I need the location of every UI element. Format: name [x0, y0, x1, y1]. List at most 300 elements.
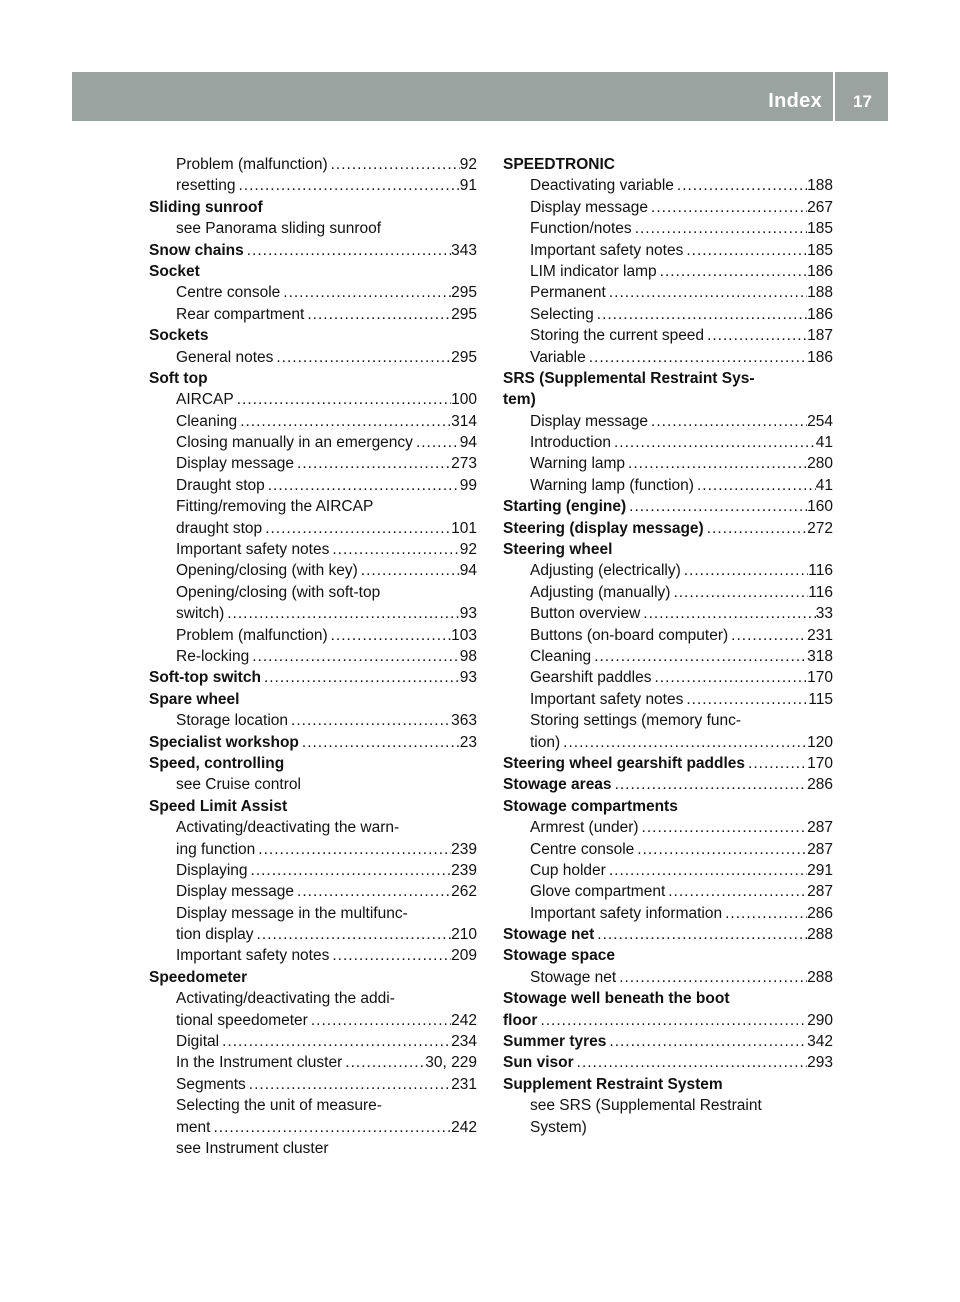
index-entry	[149, 1095, 477, 1116]
entry-text: Segments	[176, 1075, 246, 1093]
page-ref: 92	[459, 541, 477, 559]
entry-text: Adjusting (manually)	[530, 583, 671, 601]
entry-text: Rear compartment	[176, 305, 305, 323]
index-entry	[503, 903, 833, 924]
entry-text: Socket	[149, 262, 200, 280]
leader-dots	[262, 518, 451, 539]
leader-dots	[634, 839, 807, 860]
leader-dots	[235, 175, 459, 196]
page-ref: 291	[807, 861, 833, 879]
page-ref: 94	[459, 562, 477, 580]
leader-dots	[328, 625, 452, 646]
entry-text: Specialist workshop	[149, 733, 299, 751]
entry-text: Warning lamp (function)	[530, 476, 694, 494]
index-entry	[503, 197, 833, 218]
leader-dots	[261, 667, 460, 688]
entry-text: Steering wheel gearshift paddles	[503, 754, 746, 772]
index-entry	[503, 325, 833, 346]
leader-dots	[255, 839, 451, 860]
index-column-left	[149, 154, 477, 1159]
leader-dots	[670, 582, 808, 603]
leader-dots	[594, 304, 807, 325]
index-heading	[503, 988, 833, 1009]
index-entry	[149, 389, 477, 410]
entry-text: Speedometer	[149, 968, 248, 986]
leader-dots	[224, 603, 460, 624]
leader-dots	[683, 240, 807, 261]
entry-text: Summer tyres	[503, 1033, 607, 1051]
entry-text: Steering (display message)	[503, 519, 704, 537]
entry-text: tion display	[176, 926, 254, 944]
entry-text: tional speedometer	[176, 1011, 308, 1029]
entry-text: Speed Limit Assist	[149, 797, 288, 815]
page-ref: 185	[807, 220, 833, 238]
page-ref: 293	[807, 1054, 833, 1072]
leader-dots	[639, 817, 808, 838]
index-heading	[149, 667, 477, 688]
index-entry	[503, 582, 833, 603]
section-title: Index	[768, 90, 822, 112]
page-ref: 41	[815, 476, 833, 494]
entry-text: Important safety notes	[530, 690, 684, 708]
leader-dots	[288, 710, 451, 731]
entry-text: Important safety information	[530, 904, 723, 922]
entry-text: Spare wheel	[149, 690, 240, 708]
index-entry	[503, 432, 833, 453]
index-heading	[149, 753, 477, 774]
index-heading	[503, 1031, 833, 1052]
entry-text: Soft top	[149, 369, 208, 387]
entry-text: see Panorama sliding sunroof	[176, 220, 382, 238]
leader-dots	[265, 475, 460, 496]
index-entry	[149, 710, 477, 731]
entry-text: Warning lamp	[530, 455, 626, 473]
index-column-right	[503, 154, 833, 1138]
leader-dots	[728, 625, 807, 646]
index-entry	[503, 646, 833, 667]
index-entry	[149, 903, 477, 924]
entry-text: SPEEDTRONIC	[503, 156, 615, 173]
index-entry	[503, 667, 833, 688]
leader-dots	[304, 304, 451, 325]
entry-text: Soft-top switch	[149, 669, 261, 687]
entry-text: Important safety notes	[176, 541, 330, 559]
entry-text: floor	[503, 1011, 538, 1029]
entry-text: Supplement Restraint System	[503, 1075, 723, 1093]
leader-dots	[308, 1010, 451, 1031]
index-entry	[503, 1117, 833, 1138]
leader-dots	[632, 218, 807, 239]
page-ref: 92	[459, 156, 477, 173]
entry-text: resetting	[176, 177, 236, 195]
leader-dots	[625, 453, 807, 474]
index-heading	[149, 261, 477, 282]
page-ref: 288	[807, 926, 833, 944]
index-heading	[149, 197, 477, 218]
leader-dots	[273, 347, 451, 368]
page-ref: 170	[807, 754, 833, 772]
entry-text: tion)	[530, 733, 561, 751]
entry-text: Storing the current speed	[530, 327, 705, 345]
index-heading	[149, 240, 477, 261]
leader-dots	[254, 924, 452, 945]
leader-dots	[329, 945, 451, 966]
index-entry	[149, 839, 477, 860]
index-entry	[503, 967, 833, 988]
leader-dots	[606, 1031, 807, 1052]
leader-dots	[586, 347, 807, 368]
page-ref: 101	[451, 519, 477, 537]
page-ref: 267	[807, 198, 833, 216]
index-entry	[503, 560, 833, 581]
entry-text: Display message	[176, 455, 295, 473]
leader-dots	[244, 240, 451, 261]
page-ref: 314	[451, 412, 477, 430]
index-entry	[149, 1117, 477, 1138]
entry-text: Variable	[530, 348, 586, 366]
entry-text: General notes	[176, 348, 274, 366]
index-heading	[503, 1052, 833, 1073]
page-ref: 93	[459, 605, 477, 623]
index-heading	[149, 967, 477, 988]
index-entry	[149, 1031, 477, 1052]
leader-dots	[294, 881, 451, 902]
page-ref: 363	[451, 712, 477, 730]
entry-text: Sockets	[149, 327, 209, 345]
index-entry	[149, 1074, 477, 1095]
page-ref: 188	[807, 177, 833, 195]
page-ref: 262	[451, 883, 477, 901]
leader-dots	[342, 1052, 425, 1073]
entry-text: Adjusting (electrically)	[530, 562, 681, 580]
leader-dots	[234, 389, 451, 410]
index-entry	[503, 218, 833, 239]
entry-text: draught stop	[176, 519, 263, 537]
entry-text: see SRS (Supplemental Restraint	[530, 1097, 762, 1115]
index-entry	[149, 625, 477, 646]
page-ref: 170	[807, 669, 833, 687]
page-ref: 231	[451, 1075, 477, 1093]
entry-text: Stowage well beneath the boot	[503, 990, 730, 1008]
index-entry	[149, 1052, 477, 1073]
page-ref: 280	[807, 455, 833, 473]
index-entry	[503, 689, 833, 710]
entry-text: Armrest (under)	[530, 819, 639, 837]
page-ref: 290	[807, 1011, 833, 1029]
entry-text: Opening/closing (with soft-top	[176, 583, 381, 601]
entry-text: Problem (malfunction)	[176, 156, 328, 173]
entry-text: Stowage areas	[503, 776, 612, 794]
entry-text: System)	[530, 1118, 587, 1136]
index-entry	[149, 945, 477, 966]
page-ref: 286	[807, 776, 833, 794]
page-ref: 100	[451, 391, 477, 409]
page-ref: 273	[451, 455, 477, 473]
leader-dots	[294, 453, 451, 474]
leader-dots	[694, 475, 816, 496]
entry-text: see Instrument cluster	[176, 1139, 329, 1157]
index-heading	[503, 518, 833, 539]
leader-dots	[704, 325, 807, 346]
entry-text: Sliding sunroof	[149, 198, 263, 216]
index-heading	[503, 753, 833, 774]
leader-dots	[591, 646, 807, 667]
page-ref: 116	[808, 562, 833, 580]
index-entry	[149, 304, 477, 325]
index-heading	[503, 774, 833, 795]
leader-dots	[210, 1117, 451, 1138]
page-ref: 287	[807, 883, 833, 901]
page-ref: 160	[807, 498, 833, 516]
entry-text: Important safety notes	[176, 947, 330, 965]
page-ref: 186	[807, 348, 833, 366]
index-heading	[149, 732, 477, 753]
page-ref: 242	[451, 1118, 477, 1136]
entry-text: Cup holder	[530, 861, 606, 879]
entry-text: Function/notes	[530, 220, 632, 238]
entry-text: Snow chains	[149, 241, 244, 259]
index-entry	[149, 175, 477, 196]
index-entry	[149, 988, 477, 1009]
entry-text: Stowage net	[530, 968, 617, 986]
index-entry	[149, 603, 477, 624]
index-entry	[149, 496, 477, 517]
page-ref: 318	[807, 647, 833, 665]
index-heading	[149, 325, 477, 346]
entry-text: Stowage space	[503, 947, 615, 965]
entry-text: Important safety notes	[530, 241, 684, 259]
leader-dots	[704, 518, 807, 539]
entry-text: SRS (Supplemental Restraint Sys-	[503, 369, 755, 387]
index-entry	[503, 453, 833, 474]
page-ref: 239	[451, 861, 477, 879]
leader-dots	[626, 496, 807, 517]
entry-text: Displaying	[176, 861, 248, 879]
leader-dots	[299, 732, 460, 753]
entry-text: Sun visor	[503, 1054, 574, 1072]
index-heading	[503, 368, 833, 389]
leader-dots	[537, 1010, 807, 1031]
index-entry	[503, 304, 833, 325]
index-entry	[149, 817, 477, 838]
entry-text: see Cruise control	[176, 776, 301, 794]
index-entry	[149, 646, 477, 667]
index-entry	[503, 817, 833, 838]
index-entry	[149, 475, 477, 496]
entry-text: Display message	[530, 412, 649, 430]
leader-dots	[665, 881, 807, 902]
index-entry	[149, 560, 477, 581]
index-heading	[503, 924, 833, 945]
index-entry	[503, 240, 833, 261]
index-entry	[503, 1095, 833, 1116]
entry-text: Re-locking	[176, 647, 250, 665]
page-number: 17	[853, 92, 872, 111]
page-ref: 239	[451, 840, 477, 858]
index-entry	[503, 732, 833, 753]
leader-dots	[674, 175, 807, 196]
page-ref: 295	[451, 348, 477, 366]
page-ref: 98	[459, 647, 477, 665]
leader-dots	[560, 732, 807, 753]
index-entry	[149, 411, 477, 432]
header-divider	[833, 72, 835, 121]
leader-dots	[722, 903, 807, 924]
leader-dots	[248, 860, 452, 881]
leader-dots	[681, 560, 809, 581]
entry-text: ing function	[176, 840, 256, 858]
entry-text: Speed, controlling	[149, 754, 285, 772]
page-ref: 342	[807, 1033, 833, 1051]
leader-dots	[328, 154, 460, 175]
index-heading	[503, 154, 833, 175]
page-ref: 210	[451, 926, 477, 944]
index-heading	[503, 389, 833, 410]
leader-dots	[606, 860, 807, 881]
index-entry	[503, 839, 833, 860]
page-ref: 103	[451, 626, 477, 644]
entry-text: Cleaning	[176, 412, 238, 430]
page-ref: 185	[807, 241, 833, 259]
page-ref: 287	[807, 840, 833, 858]
page-ref: 33	[815, 605, 833, 623]
page-ref: 295	[451, 305, 477, 323]
page-ref: 287	[807, 819, 833, 837]
index-entry	[503, 881, 833, 902]
leader-dots	[648, 197, 807, 218]
index-heading	[149, 796, 477, 817]
index-heading	[149, 368, 477, 389]
entry-text: Stowage compartments	[503, 797, 678, 815]
index-entry	[503, 475, 833, 496]
page-ref: 295	[451, 284, 477, 302]
page-ref: 234	[451, 1033, 477, 1051]
index-entry	[149, 432, 477, 453]
page-ref: 254	[807, 412, 833, 430]
page-ref: 272	[807, 519, 833, 537]
entry-text: Steering wheel	[503, 541, 613, 559]
entry-text: Button overview	[530, 605, 641, 623]
entry-text: Introduction	[530, 434, 611, 452]
page-ref: 209	[451, 947, 477, 965]
page-ref: 94	[459, 434, 477, 452]
index-entry	[503, 625, 833, 646]
leader-dots	[329, 539, 459, 560]
leader-dots	[219, 1031, 451, 1052]
index-entry	[503, 347, 833, 368]
index-entry	[503, 175, 833, 196]
index-entry	[149, 282, 477, 303]
leader-dots	[657, 261, 807, 282]
index-entry	[503, 860, 833, 881]
page-ref: 186	[807, 262, 833, 280]
index-entry	[149, 774, 477, 795]
leader-dots	[249, 646, 460, 667]
entry-text: Activating/deactivating the addi-	[176, 990, 395, 1008]
leader-dots	[648, 411, 807, 432]
page-ref: 23	[459, 733, 477, 751]
index-entry	[503, 411, 833, 432]
entry-text: In the Instrument cluster	[176, 1054, 343, 1072]
page-ref: 286	[807, 904, 833, 922]
entry-text: Deactivating variable	[530, 177, 674, 195]
index-entry	[503, 282, 833, 303]
index-entry	[149, 1138, 477, 1159]
leader-dots	[640, 603, 815, 624]
index-heading	[503, 1010, 833, 1031]
index-entry	[149, 1010, 477, 1031]
index-heading	[149, 689, 477, 710]
entry-text: Selecting the unit of measure-	[176, 1097, 382, 1115]
index-entry	[149, 539, 477, 560]
page-ref: 288	[807, 968, 833, 986]
entry-text: Display message	[176, 883, 295, 901]
page-ref: 99	[459, 476, 477, 494]
page-ref: 231	[807, 626, 833, 644]
leader-dots	[280, 282, 451, 303]
entry-text: Selecting	[530, 305, 594, 323]
page-ref: 91	[459, 177, 477, 195]
index-heading	[503, 539, 833, 560]
page-ref: 30, 229	[425, 1054, 477, 1072]
index-entry	[149, 453, 477, 474]
entry-text: Display message in the multifunc-	[176, 904, 408, 922]
leader-dots	[606, 282, 807, 303]
leader-dots	[611, 432, 816, 453]
entry-text: switch)	[176, 605, 225, 623]
page-ref: 187	[807, 327, 833, 345]
leader-dots	[358, 560, 460, 581]
index-entry	[149, 582, 477, 603]
leader-dots	[745, 753, 807, 774]
index-entry	[149, 518, 477, 539]
entry-text: Glove compartment	[530, 883, 666, 901]
leader-dots	[574, 1052, 807, 1073]
entry-text: tem)	[503, 391, 536, 409]
leader-dots	[594, 924, 807, 945]
page-ref: 41	[815, 434, 833, 452]
entry-text: AIRCAP	[176, 391, 234, 409]
entry-text: Centre console	[530, 840, 635, 858]
page-ref: 186	[807, 305, 833, 323]
page-ref: 115	[808, 690, 833, 708]
page-ref: 242	[451, 1011, 477, 1029]
leader-dots	[237, 411, 451, 432]
leader-dots	[246, 1074, 451, 1095]
index-entry	[503, 261, 833, 282]
index-entry	[503, 603, 833, 624]
index-heading	[503, 496, 833, 517]
leader-dots	[683, 689, 808, 710]
index-entry	[149, 881, 477, 902]
leader-dots	[612, 774, 808, 795]
index-entry	[503, 710, 833, 731]
page-ref: 188	[807, 284, 833, 302]
entry-text: Opening/closing (with key)	[176, 562, 358, 580]
index-entry	[149, 154, 477, 175]
entry-text: Problem (malfunction)	[176, 626, 328, 644]
leader-dots	[616, 967, 807, 988]
entry-text: Display message	[530, 198, 649, 216]
index-heading	[503, 796, 833, 817]
page-ref: 120	[807, 733, 833, 751]
entry-text: Storage location	[176, 712, 289, 730]
index-entry	[149, 218, 477, 239]
page-ref: 116	[808, 583, 833, 601]
entry-text: Draught stop	[176, 476, 265, 494]
entry-text: Storing settings (memory func-	[530, 712, 742, 730]
index-heading	[503, 1074, 833, 1095]
